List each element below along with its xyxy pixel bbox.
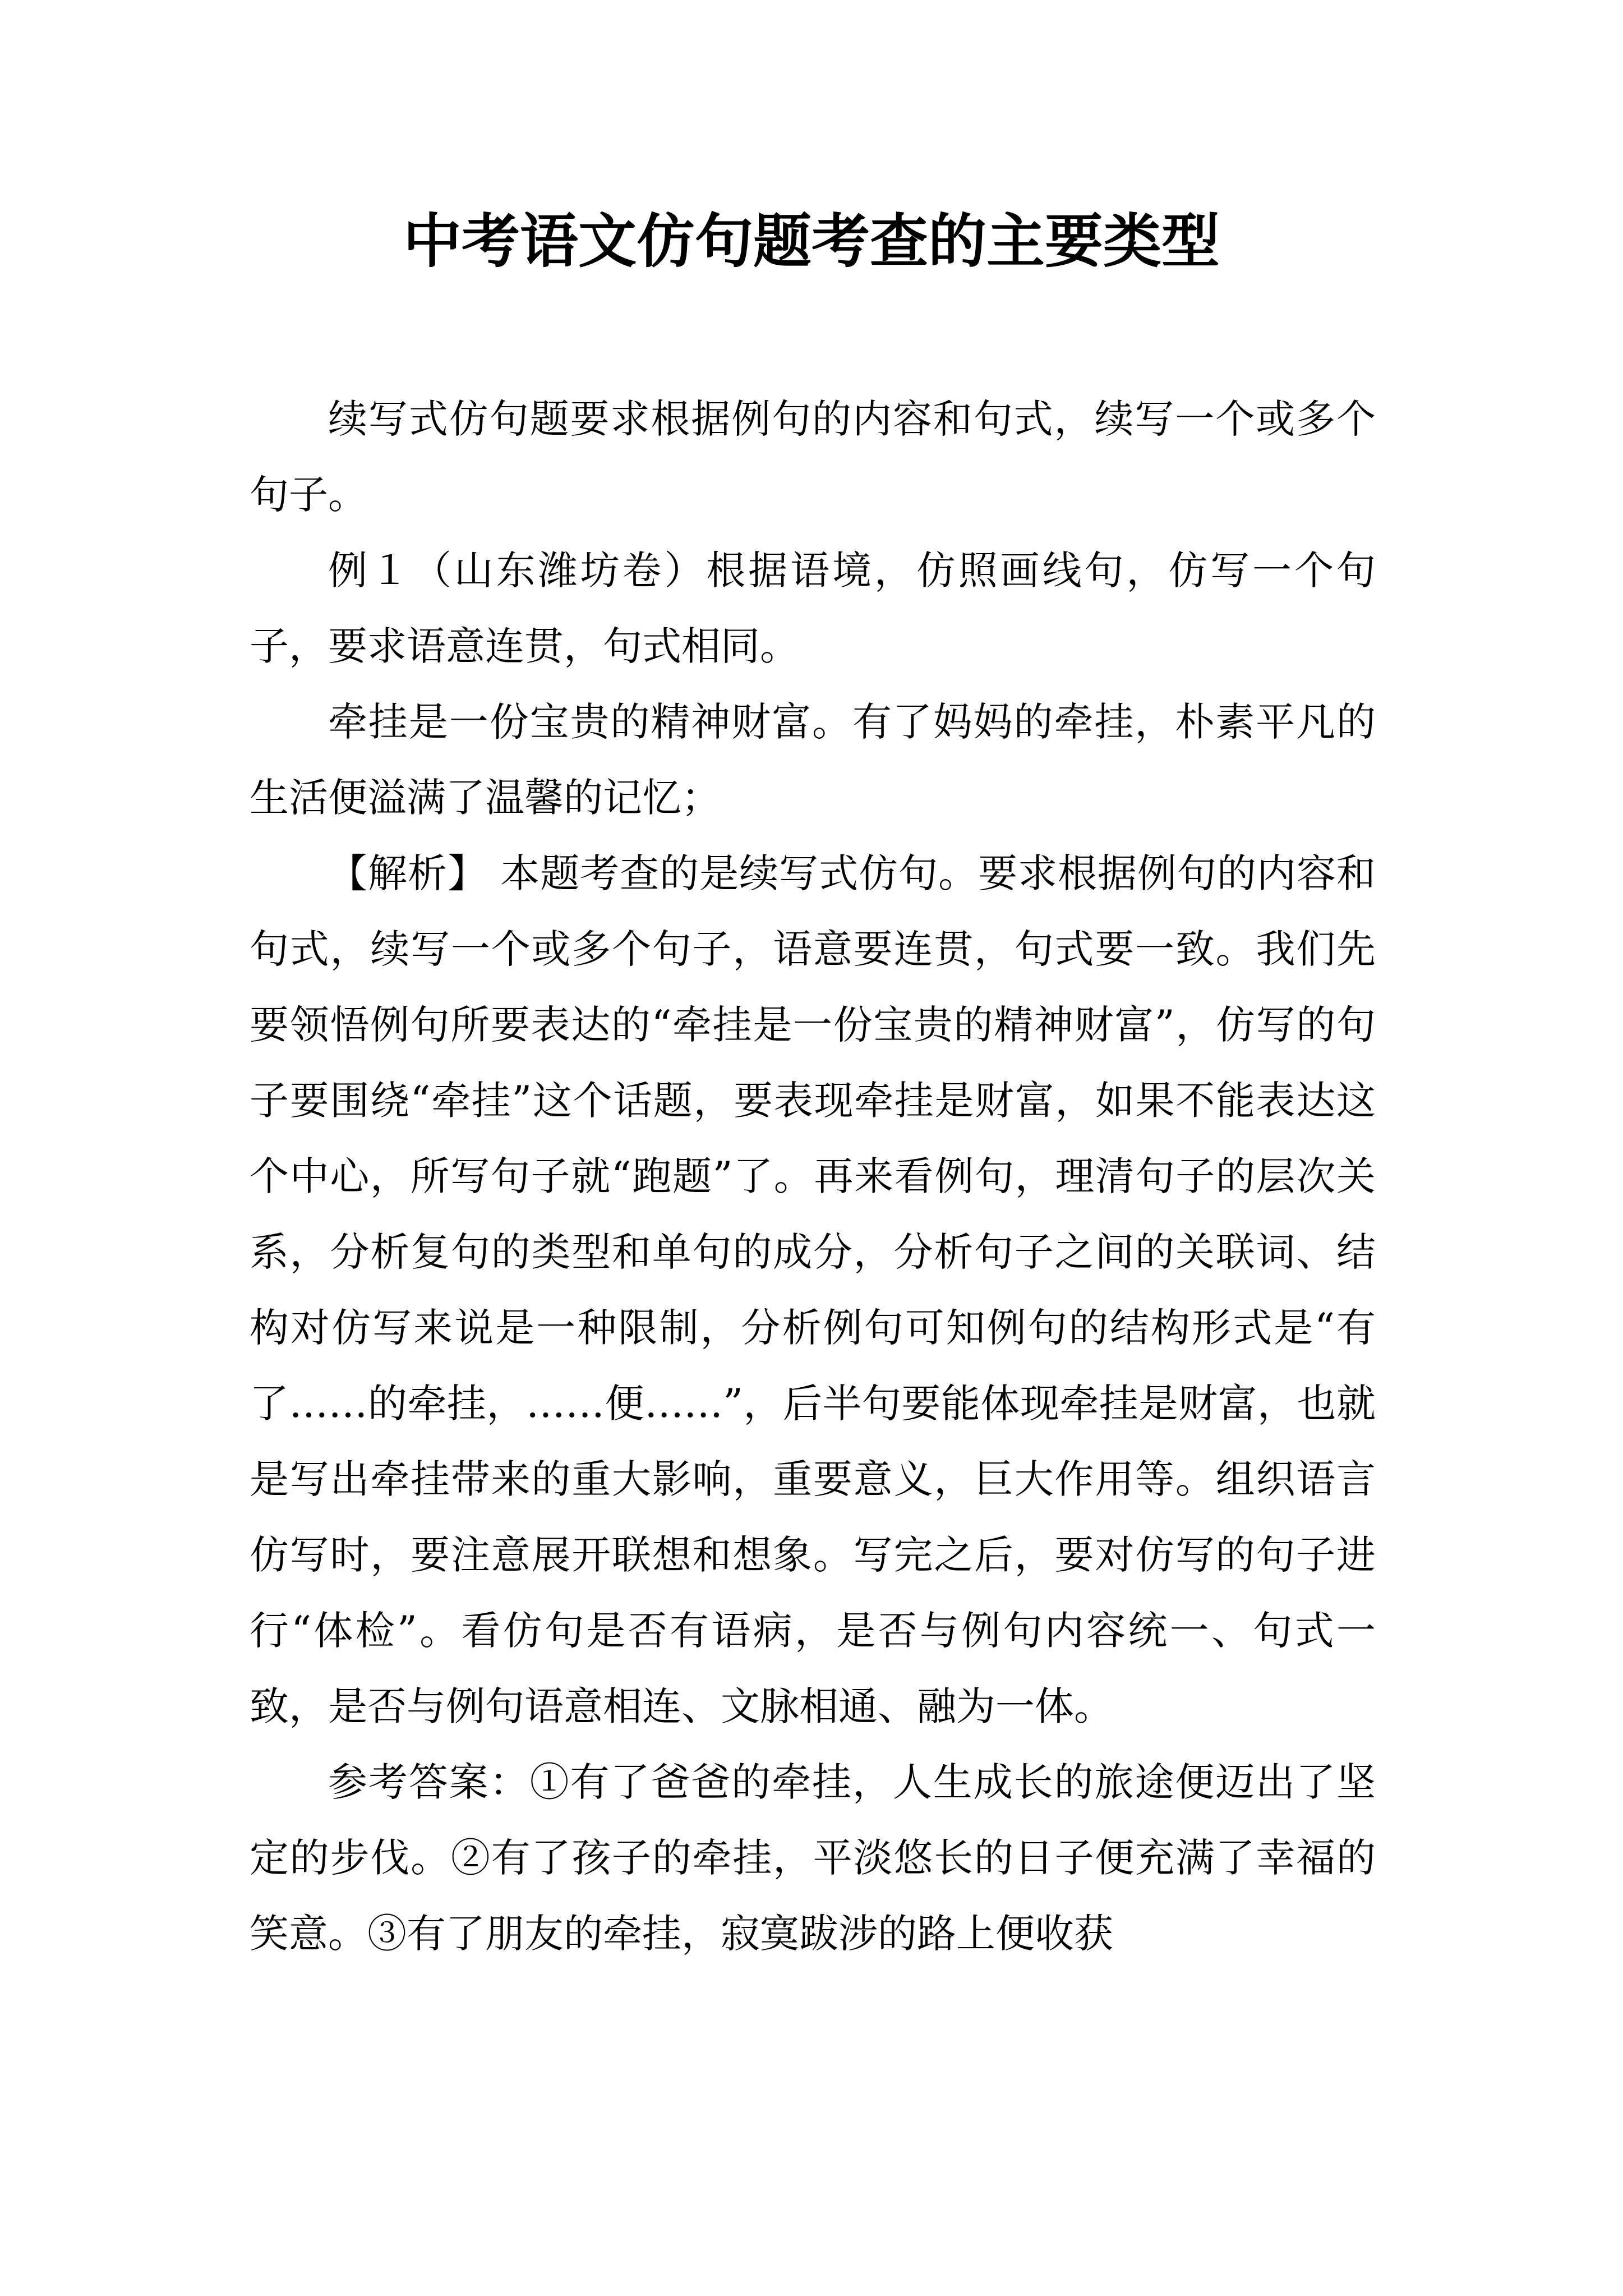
paragraph-analysis: 【解析】 本题考查的是续写式仿句。要求根据例句的内容和句式，续写一个或多个句子，语意要连贯，句式要一致。我们先要领悟例句所要表达的“牵挂是一份宝贵的精神财富”，仿写的句子要围绕“牵挂”这个话题，要表现牵挂是财富，如果不能表达这个中心，所写句子就“跑题”了。再来看例句，理清句子的层次关系，分析复句的类型和单句的成分，分析句子之间的关联词、结构对仿写来说是一种限制，分析例句可知例句的结构形式是“有了……的牵挂，……便……”，后半句要能体现牵挂是财富，也就是写出牵挂带来的重大影响，重要意义，巨大作用等。组织语言仿写时，要注意展开联想和想象。写完之后，要对仿写的句子进行“体检”。看仿句是否有语病，是否与例句内容统一、句式一致，是否与例句语意相连、文脉相通、融为一体。 — [250, 850, 1376, 1729]
paragraph-reference-answer: 参考答案：①有了爸爸的牵挂，人生成长的旅途便迈出了坚定的步伐。②有了孩子的牵挂，平淡悠长的日子便充满了幸福的笑意。③有了朋友的牵挂，寂寞跋涉的路上便收获 — [250, 1759, 1376, 1957]
document-title: 中考语文仿句题考查的主要类型 — [403, 206, 1220, 275]
paragraph-example-question: 例１（山东潍坊卷）根据语境，仿照画线句，仿写一个句子，要求语意连贯，句式相同。 — [250, 547, 1376, 669]
paragraph-intro: 续写式仿句题要求根据例句的内容和句式，续写一个或多个句子。 — [250, 396, 1376, 518]
paragraph-example-text: 牵挂是一份宝贵的精神财富。有了妈妈的牵挂，朴素平凡的生活便溢满了温馨的记忆； — [250, 699, 1376, 821]
document-body — [250, 381, 1376, 1972]
